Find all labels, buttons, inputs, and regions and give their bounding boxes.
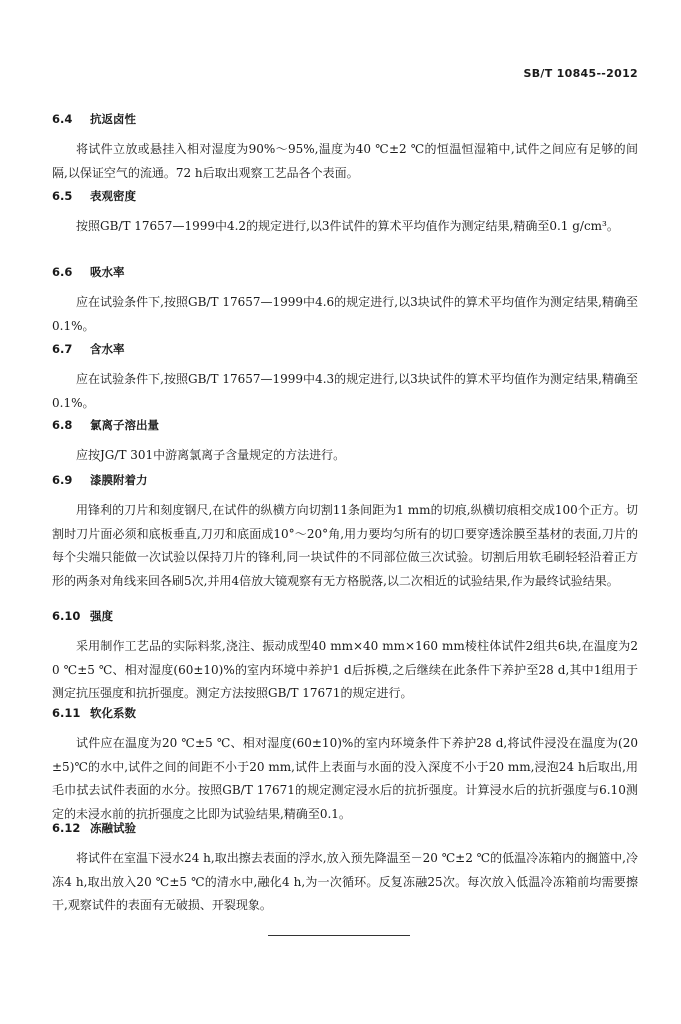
section-6-10 (52, 607, 638, 706)
section-body: 按照GB/T 17657—1999中4.2的规定进行,以3件试件的算术平均值作为测定结果,精确至0.1 g/cm³。 (76, 219, 619, 233)
section-title: 吸水率 (90, 265, 125, 279)
section-6-11 (52, 704, 638, 826)
section-title: 含水率 (90, 342, 125, 356)
section-title: 表观密度 (90, 189, 136, 203)
section-number: 6.4 (52, 112, 73, 126)
section-title: 漆膜附着力 (90, 473, 148, 487)
section-6-9 (52, 471, 638, 593)
section-heading (52, 819, 638, 837)
section-number: 6.6 (52, 265, 73, 279)
section-title: 抗返卤性 (90, 112, 136, 126)
section-body: 应按JG/T 301中游离氯离子含量规定的方法进行。 (76, 448, 346, 462)
section-body: 应在试验条件下,按照GB/T 17657—1999中4.6的规定进行,以3块试件的算术平均值作为测定结果,精确至0.1%。 (52, 295, 638, 333)
section-heading (52, 704, 638, 722)
section-number: 6.10 (52, 609, 81, 623)
section-title: 软化系数 (90, 706, 136, 720)
end-rule (268, 935, 410, 936)
section-6-12 (52, 819, 638, 918)
section-heading (52, 263, 638, 281)
section-number: 6.5 (52, 189, 73, 203)
section-title: 强度 (90, 609, 113, 623)
section-body: 应在试验条件下,按照GB/T 17657—1999中4.3的规定进行,以3块试件的算术平均值作为测定结果,精确至0.1%。 (52, 372, 638, 410)
section-6-8 (52, 416, 638, 468)
section-6-4 (52, 110, 638, 185)
section-number: 6.12 (52, 821, 81, 835)
section-number: 6.9 (52, 473, 73, 487)
section-6-6 (52, 263, 638, 338)
section-number: 6.8 (52, 418, 73, 432)
section-heading (52, 607, 638, 625)
section-heading (52, 471, 638, 489)
section-heading (52, 110, 638, 128)
section-heading (52, 187, 638, 205)
section-body: 试件应在温度为20 ℃±5 ℃、相对湿度(60±10)%的室内环境条件下养护28 d,将试件浸没在温度为(20±5)℃的水中,试件之间的间距不小于20 mm,试件上表面与水面的没入深度不小于20 mm,浸泡24 h后取出,用毛巾拭去试件表面的水分。按照GB/T 17671的规定测定浸水后的抗折强度。计算浸水后的抗折强度与6.10测定的未浸水前的抗折强度之比即为试验结果,精确至0.1。 (52, 736, 638, 821)
section-body: 采用制作工艺品的实际料浆,浇注、振动成型40 mm×40 mm×160 mm棱柱体试件2组共6块,在温度为20 ℃±5 ℃、相对湿度(60±10)%的室内环境中养护1 d后拆模,之后继续在此条件下养护至28 d,其中1组用于测定抗压强度和抗折强度。测定方法按照GB/T 17671的规定进行。 (52, 639, 638, 700)
section-title: 冻融试验 (90, 821, 136, 835)
section-6-7 (52, 340, 638, 415)
section-number: 6.11 (52, 706, 81, 720)
section-title: 氯离子溶出量 (90, 418, 159, 432)
standard-code: SB/T 10845--2012 (523, 67, 638, 80)
section-body: 用锋利的刀片和刻度钢尺,在试件的纵横方向切割11条间距为1 mm的切痕,纵横切痕相交成100个正方。切割时刀片面必须和底板垂直,刀刃和底面成10°～20°角,用力要均匀所有的切口要穿透涂膜至基材的表面,刀片的每个尖端只能做一次试验以保持刀片的锋利,同一块试件的不同部位做三次试验。切割后用软毛刷轻轻沿着正方形的两条对角线来回各刷5次,并用4倍放大镜观察有无方格脱落,以二次相近的试验结果,作为最终试验结果。 (52, 503, 638, 588)
section-body: 将试件在室温下浸水24 h,取出擦去表面的浮水,放入预先降温至－20 ℃±2 ℃的低温冷冻箱内的搁篮中,冷冻4 h,取出放入20 ℃±5 ℃的清水中,融化4 h,为一次循环。反复冻融25次。每次放入低温冷冻箱前均需要擦干,观察试件的表面有无破损、开裂现象。 (52, 851, 638, 912)
section-number: 6.7 (52, 342, 73, 356)
section-heading (52, 416, 638, 434)
section-body: 将试件立放或悬挂入相对湿度为90%～95%,温度为40 ℃±2 ℃的恒温恒湿箱中,试件之间应有足够的间隔,以保证空气的流通。72 h后取出观察工艺品各个表面。 (52, 142, 638, 180)
section-heading (52, 340, 638, 358)
section-6-5 (52, 187, 638, 239)
